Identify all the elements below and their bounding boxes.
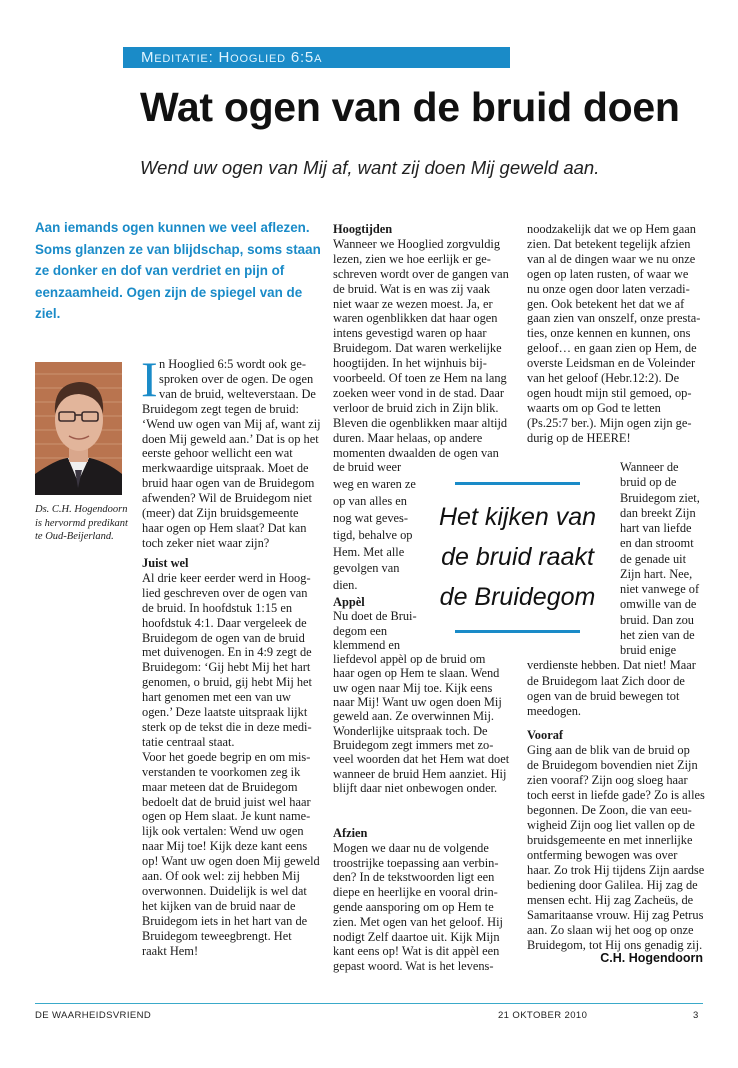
- text-line: schreven wordt over de gangen van: [333, 266, 509, 281]
- text-line: eerste gehoor wellicht een wat: [142, 446, 293, 461]
- text-line: Nu doet de Brui-: [333, 609, 417, 624]
- text-line: Bruidegom ziet,: [620, 490, 700, 505]
- text-line: ties, onze kennen en kunnen, ons: [527, 326, 691, 341]
- text-line: van het geloof (Hebr.12:2). De: [527, 371, 680, 386]
- text-line: ogen van de bruid bewegen tot: [527, 688, 680, 703]
- pull-quote-bottom-rule: [455, 630, 580, 633]
- text-line: durig op de HEERE!: [527, 430, 631, 445]
- text-line: overwonnen. Duidelijk is wel dat: [142, 883, 307, 898]
- section-label: Meditatie: Hooglied 6:5a: [141, 49, 323, 66]
- text-line: raakt Hem!: [142, 943, 199, 958]
- text-line: diepe en heerlijke en vooral drin-: [333, 885, 498, 900]
- text-line: tigd, behalve op: [333, 527, 413, 542]
- text-line: lijk ook vertalen: Wend uw ogen: [142, 824, 304, 839]
- text-line: geweld aan. Ze overwinnen Mij.: [333, 709, 495, 724]
- caption-line: te Oud-Beijerland.: [35, 531, 114, 542]
- text-line: Bruidegom iets in het hart van de: [142, 913, 308, 928]
- text-line: ogen op laten rusten, of waar we: [527, 266, 689, 281]
- text-line: begonnen. De Zoon, die van eeu-: [527, 803, 692, 817]
- text-line: het kijken van de bruid naar de: [142, 898, 296, 913]
- text-line: Ging aan de blik van de bruid op: [527, 743, 690, 757]
- pull-quote: [420, 497, 615, 617]
- text-line: degom een: [333, 623, 388, 638]
- text-line: Bruidegom zegt immers met zo-: [333, 737, 494, 752]
- text-line: momenten dwaalden de ogen van: [333, 445, 499, 460]
- intro-line: ze donker en dof van verdriet en pijn of: [35, 263, 285, 278]
- text-line: Wanneer we Hooglied zorgvuldig: [333, 236, 501, 251]
- pull-quote-line: de Bruidegom: [439, 583, 596, 611]
- text-line: ontferming bewogen was over: [527, 848, 678, 862]
- text-line: Al drie keer eerder werd in Hoog-: [142, 570, 311, 585]
- text-line: bruid haar ogen van de Bruidegom: [142, 476, 315, 491]
- text-line: n Hooglied 6:5 wordt ook ge-: [159, 357, 306, 371]
- text-line: zien. Dat betekent tegelijk afzien: [527, 236, 691, 251]
- pull-quote-top-rule: [455, 482, 580, 485]
- caption-line: is hervormd predikant: [35, 517, 128, 529]
- section-heading: Afzien: [333, 826, 368, 840]
- text-line: Mogen we daar nu de volgende: [333, 840, 489, 855]
- text-line: wanneer de bruid Hem aanziet. Hij: [333, 766, 507, 781]
- text-line: bruid enige: [620, 643, 677, 657]
- text-line: wigheid Zijn oog liet vallen op de: [527, 818, 695, 832]
- article-title: Wat ogen van de bruid doen: [140, 84, 680, 130]
- text-line: klemmend en: [333, 637, 401, 652]
- text-line: meedogen.: [527, 704, 582, 718]
- text-line: (meer) dat Zijn bruidsgemeente: [142, 506, 299, 521]
- text-line: ogen.’ Deze laatste uitspraak lijkt: [142, 705, 308, 720]
- text-line: en dan stroomt: [620, 536, 694, 551]
- text-line: bruidsgemeente en met innerlijke: [527, 833, 693, 847]
- text-line: troostrijke toepassing aan verbin-: [333, 855, 499, 870]
- text-line: sproken over de ogen. De ogen: [159, 371, 314, 386]
- section-heading: Appèl: [333, 595, 365, 609]
- text-line: sterk op de tekst die in deze medi-: [142, 719, 312, 734]
- footer-publication: DE WAARHEIDSVRIEND: [35, 1010, 152, 1021]
- footer-date: 21 OKTOBER 2010: [498, 1010, 588, 1021]
- text-line: tatie centraal staat.: [142, 734, 235, 749]
- text-line: hart genomen met een van uw: [142, 690, 291, 705]
- text-line: merkwaardige uitspraak. Moet de: [142, 461, 309, 476]
- section-hoogtijden: [333, 222, 518, 461]
- text-line: gen. Ook betekent het dat we af: [527, 296, 685, 311]
- text-line: verloor de bruid zich in Zijn blik.: [333, 400, 499, 415]
- text-line: hoogtijden. In het wijnhuis bij-: [333, 356, 487, 371]
- text-line: ogen op Hem slaat. Je kunt name-: [142, 809, 311, 824]
- section-app-l: [333, 595, 518, 795]
- text-line: haar ogen op Hem slaat? Dat kan: [142, 520, 307, 535]
- text-line: Bruidegom zegt tegen de bruid:: [142, 401, 299, 416]
- text-line: Bruidegom. Dat waren werkelijke: [333, 341, 502, 356]
- text-line: intens gevestigd waren op haar: [333, 326, 487, 341]
- author-signature: C.H. Hogendoorn: [600, 951, 703, 965]
- text-line: Wonderlijke uitspraak toch. De: [333, 723, 488, 738]
- caption-line: Ds. C.H. Hogendoorn: [35, 504, 128, 515]
- section-heading: Vooraf: [527, 728, 564, 742]
- pull-quote-line: Het kijken van: [438, 503, 597, 531]
- text-line: de genade uit: [620, 551, 687, 566]
- text-line: Hem. Met alle: [333, 544, 405, 559]
- text-line: gepast woord. Wat is het levens-: [333, 959, 494, 974]
- intro-line: Soms glanzen ze van blijdschap, soms staan: [35, 241, 321, 257]
- text-line: lied geschreven over de ogen van: [142, 585, 308, 600]
- page-number: 3: [693, 1010, 699, 1021]
- text-line: gaan zien van onszelf, onze presta-: [527, 311, 701, 326]
- text-line: ogen houdt mijn stil gemoed, op-: [527, 385, 692, 400]
- text-line: genomen, o bruid, gij hebt Mij het: [142, 675, 313, 690]
- text-line: dien.: [333, 578, 358, 593]
- text-line: zoeken weer vond in de stad. Daar: [333, 385, 504, 400]
- photo-caption: [35, 503, 128, 544]
- text-line: op! Want uw ogen doen Mij geweld: [142, 854, 320, 869]
- text-line: verstanden te voorkomen zeg ik: [142, 764, 301, 779]
- text-line: de Bruidegom laat Zich door de: [527, 673, 685, 688]
- text-line: niet vanwege of: [620, 582, 700, 596]
- text-line: Wanneer de: [620, 460, 679, 474]
- text-line: ‘Wend uw ogen van Mij af, want zij: [142, 416, 321, 431]
- text-line: de bruid weer: [333, 460, 402, 474]
- text-line: liefdevol appèl op de bruid om: [333, 652, 486, 667]
- text-line: Bruidegom, tot Hij ons genadig zij.: [527, 938, 703, 952]
- author-photo: [35, 362, 122, 495]
- text-line: op van alles en: [333, 493, 407, 508]
- text-line: bruid. Dan zou: [620, 612, 694, 627]
- text-line: geloof… en gaan zien op Hem, de: [527, 341, 697, 356]
- text-line: de bruid. Wat is en was zij vaak: [333, 281, 491, 296]
- text-line: uw ogen naar Mij toe. Kijk eens: [333, 680, 493, 695]
- text-line: veel woorden dat het Hem wat doet: [333, 752, 510, 767]
- text-line: mensen echt. Hij zag Zacheüs, de: [527, 893, 694, 907]
- text-line: toch zeker niet waar zijn?: [142, 535, 270, 550]
- text-line: hoofdstuk 4:1. Daar vergeleek de: [142, 615, 307, 630]
- text-line: naar Mij! Want uw ogen doen Mij: [333, 695, 502, 710]
- text-line: nu onze ogen door laten verzadi-: [527, 281, 690, 296]
- text-line: den? In de tekstwoorden ligt een: [333, 870, 495, 885]
- text-line: voorbeeld. Of toen ze Hem na lang: [333, 371, 507, 386]
- text-line: zien. Met ogen van het geloof. Hij: [333, 914, 503, 929]
- text-line: niet waar ze wezen moest. Ja, er: [333, 296, 493, 311]
- text-line: bedoelt dat de bruid juist wel haar: [142, 794, 311, 809]
- text-line: gende aansporing om op Hem te: [333, 899, 494, 914]
- text-line: aan. Of ook wel: zij hebben Mij: [142, 869, 300, 884]
- pull-quote-line: de bruid raakt: [441, 543, 594, 571]
- text-line: nodigt Zelf daartoe uit. Kijk Mijn: [333, 929, 500, 944]
- text-line: haar. Zo trok Hij tijdens Zijn aardse: [527, 863, 705, 877]
- text-line: bruid op de: [620, 475, 677, 490]
- text-line: het zien van de: [620, 627, 695, 642]
- text-line: afwenden? Wil de Bruidegom niet: [142, 491, 312, 506]
- text-line: kant eens op! Wat is dit appèl een: [333, 944, 500, 959]
- text-line: de bruid. In hoofdstuk 1:15 en: [142, 600, 293, 615]
- text-line: van al de dingen waar we nu onze: [527, 251, 696, 266]
- intro-line: ziel.: [35, 306, 61, 321]
- article-subtitle: Wend uw ogen van Mij af, want zij doen Mij geweld aan.: [140, 157, 600, 178]
- text-line: duren. Maar helaas, op andere: [333, 430, 483, 445]
- text-line: toch eerst in liefde gade? Zo is alles: [527, 788, 705, 802]
- section-juist-wel: [142, 556, 327, 958]
- text-line: (Ps.25:7 ber.). Mijn ogen zijn ge-: [527, 415, 692, 430]
- text-line: blijft daar niet onbewogen onder.: [333, 780, 498, 795]
- text-line: Bruidegom: ‘Gij hebt Mij het hart: [142, 660, 311, 675]
- text-line: hart van liefde: [620, 521, 692, 535]
- text-line: nog wat geves-: [333, 510, 409, 525]
- text-line: Bruidegom de ogen van de bruid: [142, 630, 305, 645]
- section-heading: Hoogtijden: [333, 222, 393, 236]
- section-heading: Juist wel: [142, 556, 189, 570]
- text-line: Bleven die ogenblikken maar altijd: [333, 415, 508, 430]
- text-line: Zijn hart. Nee,: [620, 566, 693, 581]
- text-line: Voor het goede begrip en om mis-: [142, 749, 311, 764]
- section-afzien: [333, 826, 518, 974]
- text-line: waren ogenblikken dat haar ogen: [333, 311, 498, 326]
- footer-divider: [35, 1003, 703, 1004]
- text-line: bediening door Galilea. Hij zag de: [527, 878, 698, 892]
- intro-line: eenzaamheid. Ogen zijn de spiegel van de: [35, 284, 303, 300]
- text-line: waarts om op God te letten: [527, 400, 661, 415]
- intro-lead: [35, 217, 321, 325]
- text-line: doen Mij geweld aan.’ Dat is op het: [142, 431, 319, 446]
- text-line: met duivenogen. En in 4:9 zegt de: [142, 645, 312, 660]
- text-line: lezen, zien we hoe eerlijk er ge-: [333, 251, 491, 266]
- section-vooraf: [527, 728, 712, 953]
- text-line: noodzakelijk dat we op Hem gaan: [527, 222, 696, 236]
- text-line: verdienste hebben. Dat niet! Maar: [527, 658, 696, 673]
- text-line: overste Leidsman en de Voleinder: [527, 356, 696, 371]
- text-line: aan. Zo slaan wij het oog op onze: [527, 923, 694, 937]
- intro-line: Aan iemands ogen kunnen we veel aflezen.: [35, 220, 310, 235]
- text-line: zien vooraf? Zijn oog sloeg haar: [527, 773, 688, 787]
- text-line: dan breekt Zijn: [620, 505, 696, 520]
- paragraph: [141, 351, 327, 551]
- text-line: maar meteen dat de Bruidegom: [142, 779, 298, 794]
- text-line: gevolgen van: [333, 561, 400, 576]
- text-line: omwille van de: [620, 597, 697, 612]
- text-line: Bruidegom teweegbrengt. Het: [142, 928, 292, 943]
- section-label-band: [123, 47, 510, 68]
- text-line: Samaritaanse vrouw. Hij zag Petrus: [527, 908, 704, 922]
- text-line: haar ogen op Hem te slaan. Wend: [333, 666, 500, 681]
- text-line: naar Mij toe! Kijk deze kant eens: [142, 839, 308, 854]
- text-line: weg en waren ze: [333, 476, 416, 491]
- text-line: de Bruidegom bovendien niet Zijn: [527, 758, 698, 772]
- paragraph: [527, 222, 712, 446]
- drop-cap: I: [141, 351, 158, 407]
- text-line: van de bruid, welteverstaan. De: [159, 386, 316, 401]
